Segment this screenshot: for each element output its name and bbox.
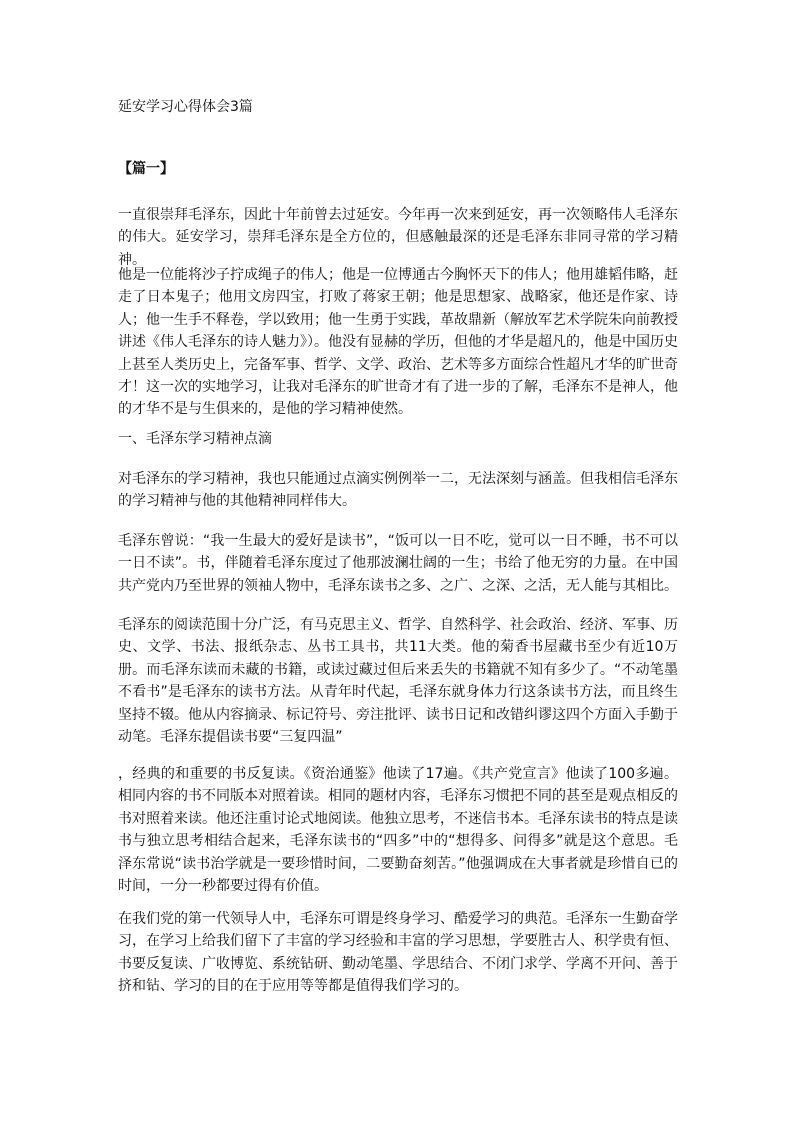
paragraph-reading-method: ，经典的和重要的书反复读。《资治通鉴》他读了17遍。《共产党宣言》他读了100多遍。相同内容的书不同版本对照着读。相同的题材内容，毛泽东习惯把不同的甚至是观点相反的书对照着来读。他还注重讨论式地阅读。他独立思考，不迷信书本。毛泽东读书的特点是读书与独立思考相结合起来，毛泽东读书的“四多”中的“想得多、问得多”就是这个意思。毛泽东常说“读书治学就是一要珍惜时间，二要勤奋刻苦。”他强调成在大事者就是珍惜自已的时间，一分一秒都要过得有价值。 <box>118 766 678 895</box>
paragraph-quote: 毛泽东曾说：“我一生最大的爱好是读书”，“饭可以一日不吃，觉可以一日不睡，书不可以一日不读”。书，伴随着毛泽东度过了他那波澜壮阔的一生；书给了他无穷的力量。在中国共产党内乃至世界的领袖人物中，毛泽东读书之多、之广、之深、之活，无人能与其相比。 <box>118 533 678 594</box>
paragraph-intro: 一直很崇拜毛泽东，因此十年前曾去过延安。今年再一次来到延安，再一次领略伟人毛泽东的伟大。延安学习，崇拜毛泽东是全方位的，但感触最深的还是毛泽东非同寻常的学习精神。 <box>118 207 678 268</box>
paragraph-reading-range: 毛泽东的阅读范围十分广泛，有马克思主义、哲学、自然科学、社会政治、经济、军事、历史、文学、书法、报纸杂志、丛书工具书，共11大类。他的菊香书屋藏书至少有近10万册。而毛泽东读而未藏的书籍，或读过藏过但后来丢失的书籍就不知有多少了。“不动笔墨不看书”是毛泽东的读书方法。从青年时代起，毛泽东就身体力行这条读书方法，而且终生坚持不辍。他从内容摘录、标记符号、旁注批评、读书日记和改错纠谬这四个方面入手勤于动笔。毛泽东提倡读书要“三复四温” <box>118 617 678 746</box>
paragraph-lifelong-learning: 在我们党的第一代领导人中，毛泽东可谓是终身学习、酷爱学习的典范。毛泽东一生勤奋学习，在学习上给我们留下了丰富的学习经验和丰富的学习思想，学要胜古人、积学贵有恒、书要反复读、广收博览、系统钻研、勤动笔墨、学思结合、不闭门求学、学离不开问、善于挤和钻、学习的目的在于应用等等都是值得我们学习的。 <box>118 911 678 995</box>
paragraph-examples: 对毛泽东的学习精神，我也只能通过点滴实例例举一二，无法深刻与涵盖。但我相信毛泽东的学习精神与他的其他精神同样伟大。 <box>118 471 678 510</box>
section-heading: 【篇一】 <box>118 161 174 177</box>
document-title: 延安学习心得体会3篇 <box>118 99 253 115</box>
subheading-learning-spirit: 一、毛泽东学习精神点滴 <box>118 431 272 447</box>
paragraph-praise: 他是一位能将沙子拧成绳子的伟人；他是一位博通古今胸怀天下的伟人；他用雄韬伟略，赶走了日本鬼子；他用文房四宝，打败了蒋家王朝；他是思想家、战略家，他还是作家、诗人；他一生手不释卷，学以致用；他一生勇于实践，革故鼎新（解放军艺术学院朱向前教授讲述《伟人毛泽东的诗人魅力》）。他没有显赫的学历，但他的才华是超凡的，他是中国历史上甚至人类历史上，完备军事、哲学、文学、政治、艺术等多方面综合性超凡才华的旷世奇才！这一次的实地学习，让我对毛泽东的旷世奇才有了进一步的了解，毛泽东不是神人，他的才华不是与生俱来的，是他的学习精神使然。 <box>118 267 678 418</box>
